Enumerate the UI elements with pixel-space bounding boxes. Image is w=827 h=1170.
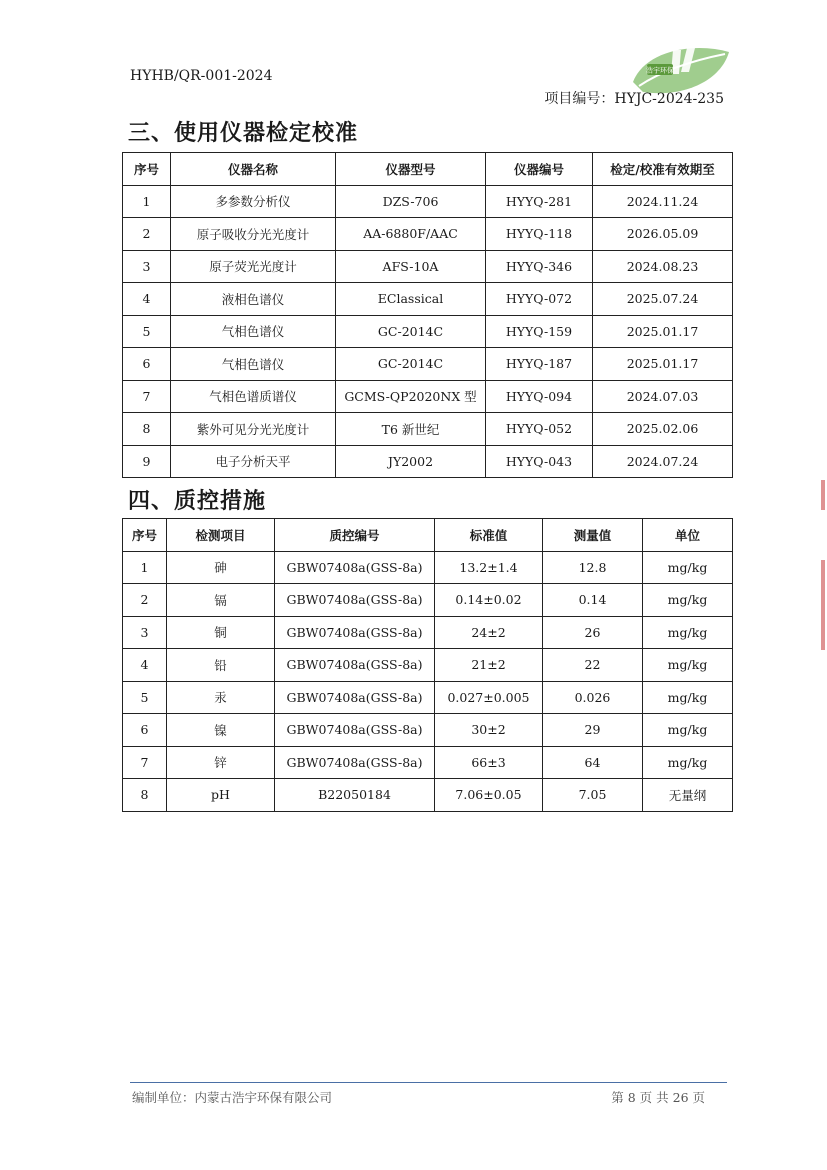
cell: 2025.01.17 (593, 348, 733, 381)
cell: HYYQ-094 (486, 380, 593, 413)
cell: 22 (543, 649, 643, 682)
cell: HYYQ-072 (486, 283, 593, 316)
cell: 30±2 (435, 714, 543, 747)
cell: 0.14 (543, 584, 643, 617)
cell: 紫外可见分光光度计 (171, 413, 336, 446)
cell: 2025.07.24 (593, 283, 733, 316)
cell: 21±2 (435, 649, 543, 682)
cell: 镉 (167, 584, 275, 617)
cell: 电子分析天平 (171, 445, 336, 478)
table-row (123, 714, 733, 747)
cell: 12.8 (543, 551, 643, 584)
cell: T6 新世纪 (336, 413, 486, 446)
cell: EClassical (336, 283, 486, 316)
cell: 液相色谱仪 (171, 283, 336, 316)
cell: 2024.07.03 (593, 380, 733, 413)
footer-unit: 编制单位：内蒙古浩宇环保有限公司 (132, 1090, 333, 1105)
cell: 镍 (167, 714, 275, 747)
cell: 2025.02.06 (593, 413, 733, 446)
cell: HYYQ-159 (486, 315, 593, 348)
table-header-row (123, 153, 733, 186)
col-instrument-model: 仪器型号 (336, 153, 486, 186)
table-row (123, 551, 733, 584)
section4-title: 四、质控措施 (128, 489, 267, 514)
cell: 26 (543, 616, 643, 649)
table-row (123, 779, 733, 812)
cell: 6 (123, 348, 171, 381)
col-qc-id: 质控编号 (275, 519, 435, 552)
table-row (123, 746, 733, 779)
cell: 3 (123, 616, 167, 649)
cell: 铜 (167, 616, 275, 649)
cell: 8 (123, 413, 171, 446)
cell: HYYQ-052 (486, 413, 593, 446)
cell: mg/kg (643, 746, 733, 779)
cell: 3 (123, 250, 171, 283)
cell: 7.05 (543, 779, 643, 812)
cell: AA-6880F/AAC (336, 218, 486, 251)
cell: HYYQ-346 (486, 250, 593, 283)
cell: 8 (123, 779, 167, 812)
cell: 锌 (167, 746, 275, 779)
project-number: 项目编号：HYJC-2024-235 (544, 91, 724, 107)
cell: GBW07408a(GSS-8a) (275, 714, 435, 747)
cell: 1 (123, 185, 171, 218)
cell: mg/kg (643, 616, 733, 649)
cell: GC-2014C (336, 348, 486, 381)
cell: pH (167, 779, 275, 812)
table-row (123, 413, 733, 446)
table-row (123, 185, 733, 218)
cell: GCMS-QP2020NX 型 (336, 380, 486, 413)
cell: HYYQ-187 (486, 348, 593, 381)
cell: 气相色谱仪 (171, 315, 336, 348)
quality-control-table (122, 518, 733, 812)
cell: GBW07408a(GSS-8a) (275, 551, 435, 584)
cell: 2024.07.24 (593, 445, 733, 478)
col-instrument-id: 仪器编号 (486, 153, 593, 186)
footer-divider (130, 1082, 727, 1083)
col-valid-until: 检定/校准有效期至 (593, 153, 733, 186)
cell: 原子吸收分光光度计 (171, 218, 336, 251)
cell: 5 (123, 315, 171, 348)
cell: 多参数分析仪 (171, 185, 336, 218)
seal-edge-mark (821, 560, 825, 650)
instrument-table (122, 152, 733, 478)
col-measured-value: 测量值 (543, 519, 643, 552)
cell: mg/kg (643, 649, 733, 682)
cell: 29 (543, 714, 643, 747)
cell: mg/kg (643, 584, 733, 617)
cell: 气相色谱仪 (171, 348, 336, 381)
cell: GBW07408a(GSS-8a) (275, 616, 435, 649)
cell: mg/kg (643, 681, 733, 714)
cell: 砷 (167, 551, 275, 584)
table-row (123, 445, 733, 478)
cell: 64 (543, 746, 643, 779)
cell: GBW07408a(GSS-8a) (275, 649, 435, 682)
cell: 7 (123, 380, 171, 413)
col-instrument-name: 仪器名称 (171, 153, 336, 186)
cell: 6 (123, 714, 167, 747)
col-unit: 单位 (643, 519, 733, 552)
cell: 0.14±0.02 (435, 584, 543, 617)
cell: 原子荧光光度计 (171, 250, 336, 283)
table-row (123, 380, 733, 413)
table-row (123, 315, 733, 348)
cell: AFS-10A (336, 250, 486, 283)
table-row (123, 681, 733, 714)
cell: 2 (123, 218, 171, 251)
cell: B22050184 (275, 779, 435, 812)
cell: JY2002 (336, 445, 486, 478)
doc-code: HYHB/QR-001-2024 (130, 68, 273, 84)
section3-title: 三、使用仪器检定校准 (128, 121, 359, 146)
table-row (123, 283, 733, 316)
cell: 7 (123, 746, 167, 779)
cell: 2025.01.17 (593, 315, 733, 348)
cell: HYYQ-043 (486, 445, 593, 478)
cell: 0.026 (543, 681, 643, 714)
cell: 铅 (167, 649, 275, 682)
logo-text: 浩宇环保 (646, 66, 674, 75)
table-row (123, 649, 733, 682)
cell: 4 (123, 649, 167, 682)
table-row (123, 348, 733, 381)
table-row (123, 584, 733, 617)
table-row (123, 250, 733, 283)
cell: 0.027±0.005 (435, 681, 543, 714)
cell: 4 (123, 283, 171, 316)
cell: 汞 (167, 681, 275, 714)
col-index: 序号 (123, 519, 167, 552)
cell: 7.06±0.05 (435, 779, 543, 812)
cell: mg/kg (643, 551, 733, 584)
cell: 2024.11.24 (593, 185, 733, 218)
col-test-item: 检测项目 (167, 519, 275, 552)
cell: 5 (123, 681, 167, 714)
cell: GBW07408a(GSS-8a) (275, 681, 435, 714)
cell: 13.2±1.4 (435, 551, 543, 584)
footer-page-number: 第 8 页 共 26 页 (611, 1090, 705, 1105)
cell: 气相色谱质谱仪 (171, 380, 336, 413)
table-header-row (123, 519, 733, 552)
cell: GBW07408a(GSS-8a) (275, 746, 435, 779)
cell: DZS-706 (336, 185, 486, 218)
col-standard-value: 标准值 (435, 519, 543, 552)
cell: 24±2 (435, 616, 543, 649)
cell: 9 (123, 445, 171, 478)
col-index: 序号 (123, 153, 171, 186)
table-row (123, 218, 733, 251)
cell: GBW07408a(GSS-8a) (275, 584, 435, 617)
cell: 2 (123, 584, 167, 617)
cell: GC-2014C (336, 315, 486, 348)
table-row (123, 616, 733, 649)
cell: mg/kg (643, 714, 733, 747)
cell: 66±3 (435, 746, 543, 779)
cell: 1 (123, 551, 167, 584)
seal-edge-mark (821, 480, 825, 510)
cell: HYYQ-281 (486, 185, 593, 218)
cell: 2026.05.09 (593, 218, 733, 251)
cell: HYYQ-118 (486, 218, 593, 251)
cell: 无量纲 (643, 779, 733, 812)
cell: 2024.08.23 (593, 250, 733, 283)
